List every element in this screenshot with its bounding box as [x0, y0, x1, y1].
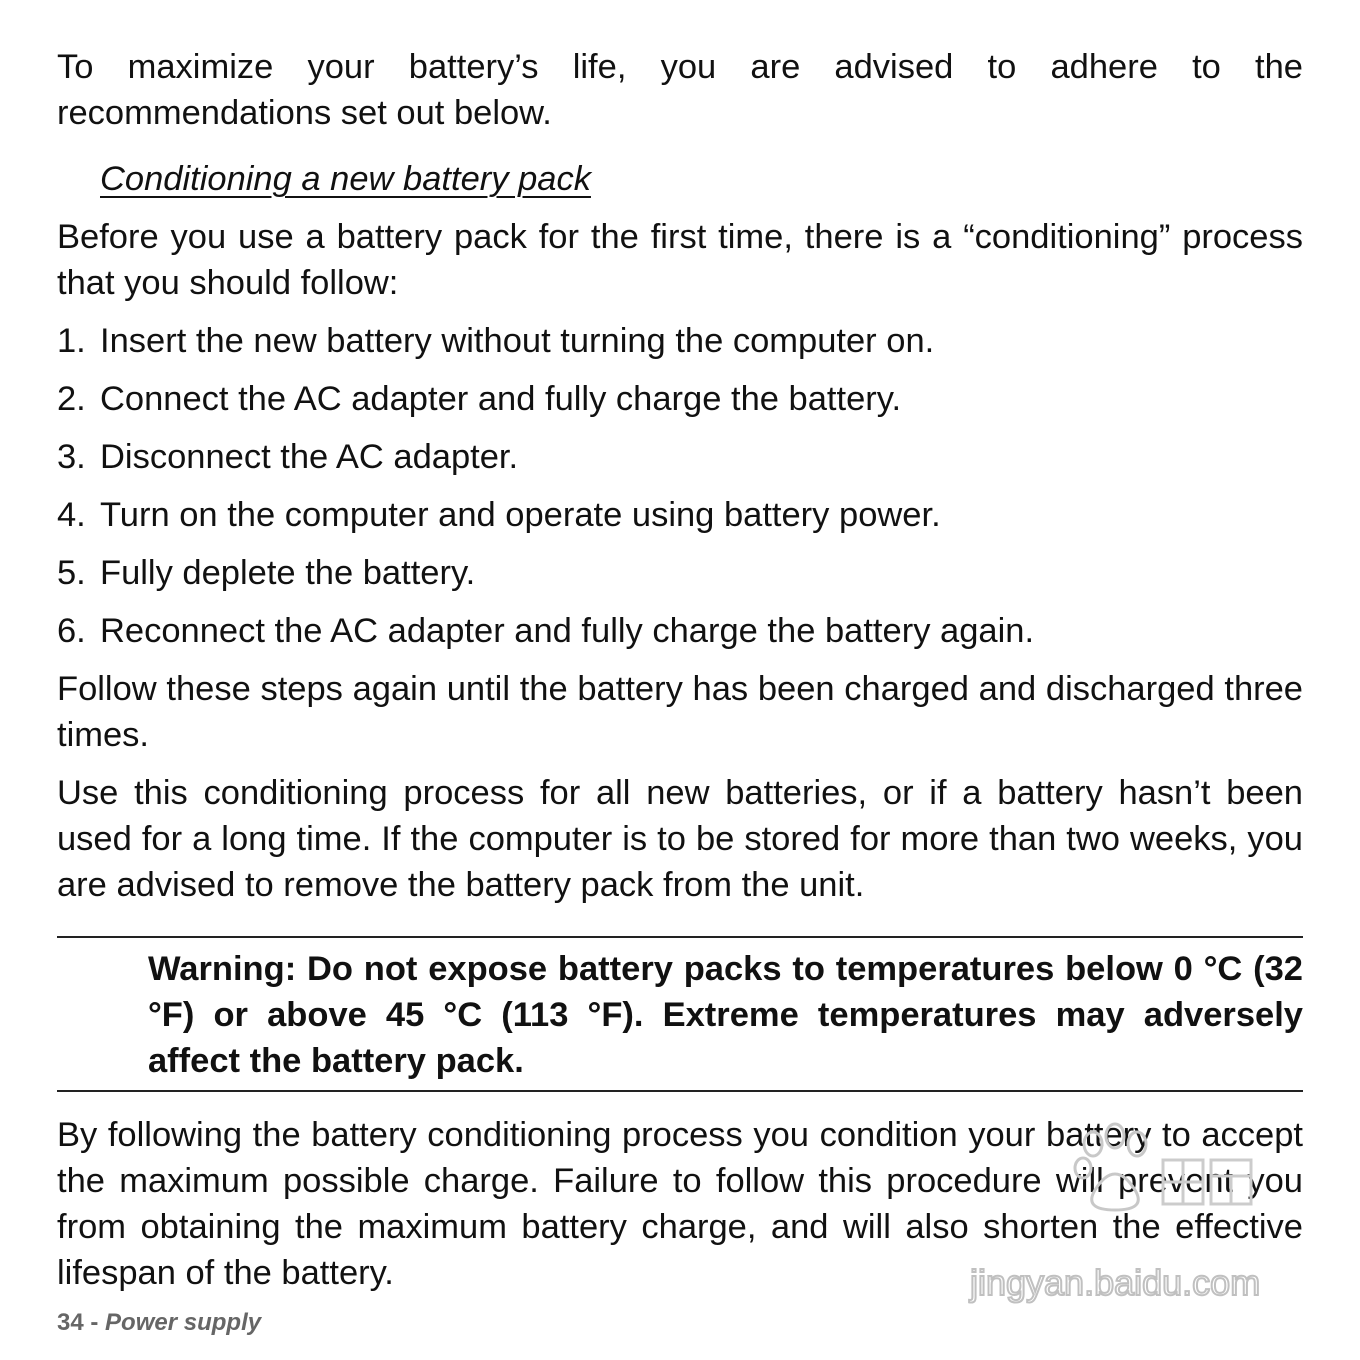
closing-paragraph: By following the battery conditioning process you condition your battery to accept the maximum possible charge. Failure to follow this procedure will prevent you from obtaining the maximum battery charge, and will also shorten the effective lifespan of the battery.	[57, 1116, 1303, 1292]
step-number: 2.	[57, 380, 86, 418]
watermark-text: jingyan.baidu.com	[970, 1262, 1261, 1303]
step-text: Connect the AC adapter and fully charge the battery.	[100, 380, 902, 418]
page-content	[57, 44, 1303, 1296]
step-number: 4.	[57, 496, 86, 534]
list-item	[57, 492, 1303, 538]
warning-text: Warning: Do not expose battery packs to temperatures below 0 °C (32 °F) or above 45 °C (113 °F). Extreme temperatures may adversely affect the battery pack.	[148, 950, 1303, 1080]
step-number: 1.	[57, 322, 86, 360]
repeat-steps-paragraph: Follow these steps again until the battery has been charged and discharged three times.	[57, 670, 1303, 754]
intro-paragraph: To maximize your battery’s life, you are advised to adhere to the recommendations set out below.	[57, 48, 1303, 132]
list-item	[57, 376, 1303, 422]
step-number: 5.	[57, 554, 86, 592]
step-number: 6.	[57, 612, 86, 650]
steps-list	[57, 318, 1303, 654]
section-heading: Conditioning a new battery pack	[100, 160, 591, 198]
footer-separator: -	[90, 1309, 99, 1336]
footer-section-title: Power supply	[105, 1309, 262, 1336]
step-text: Disconnect the AC adapter.	[100, 438, 519, 476]
usage-advice-paragraph: Use this conditioning process for all new batteries, or if a battery hasn’t been used for a long time. If the computer is to be stored for more than two weeks, you are advised to remove the battery pack from the unit.	[57, 774, 1303, 904]
step-text: Fully deplete the battery.	[100, 554, 476, 592]
list-item	[57, 608, 1303, 654]
step-text: Reconnect the AC adapter and fully charge the battery again.	[100, 612, 1035, 650]
page-number: 34	[57, 1309, 84, 1336]
step-number: 3.	[57, 438, 86, 476]
warning-box	[57, 936, 1303, 1092]
list-item	[57, 318, 1303, 364]
before-steps-paragraph: Before you use a battery pack for the first time, there is a “conditioning” process that you should follow:	[57, 218, 1303, 302]
list-item	[57, 550, 1303, 596]
page-footer	[57, 1308, 261, 1338]
step-text: Insert the new battery without turning the computer on.	[100, 322, 935, 360]
list-item	[57, 434, 1303, 480]
step-text: Turn on the computer and operate using battery power.	[100, 496, 941, 534]
